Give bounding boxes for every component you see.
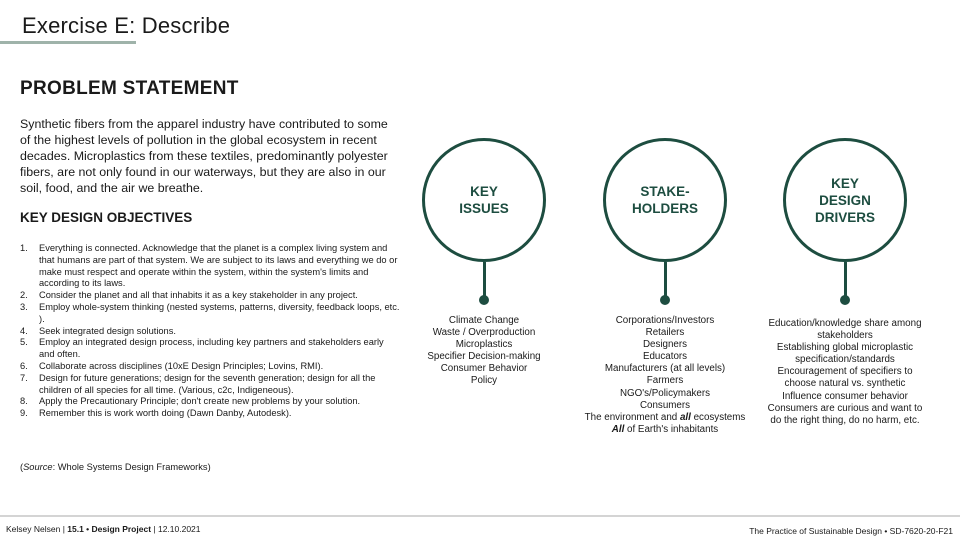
connector-line [483, 262, 486, 299]
footer-credit: Kelsey Nelsen | 15.1 • Design Project | 12.10.2021 [6, 524, 201, 534]
list-item: 7. Design for future generations; design for the seventh generation; design for all the children of all species for all time. (Various, c2c, Indigeneous). [20, 372, 376, 395]
list-item: 1. Everything is connected. Acknowledge that the planet is a complex living system and that humans are part of that system. We are subject to its laws and everything we do or make must respect and operate within the system, within the system's limits and according to its laws. [20, 243, 398, 289]
page-title: Exercise E: Describe [22, 13, 231, 38]
stakeholders-circle: STAKE- HOLDERS [603, 138, 727, 262]
objectives-list [20, 243, 400, 420]
footer-course: The Practice of Sustainable Design • SD-7620-20-F21 [749, 526, 953, 536]
list-item: 3. Employ whole-system thinking (nested systems, patterns, diversity, feedback loops, etc. ). [20, 301, 400, 324]
connector-line [664, 262, 667, 299]
title-underline [0, 41, 136, 44]
list-item: 2. Consider the planet and all that inhabits it as a key stakeholder in any project. [20, 290, 358, 301]
key-issues-circle: KEY ISSUES [422, 138, 546, 262]
design-drivers-list: Education/knowledge share among stakeholders Establishing global microplastic specification/standards Encouragement of specifiers to choose natural vs. synthetic Influence consumer behavior Consumers are curious and want to do the right thing, do no harm, etc. [767, 318, 923, 426]
list-item: 6. Collaborate across disciplines (10xE Design Principles; Lovins, RMI). [20, 360, 324, 371]
list-item: 5. Employ an integrated design process, including key partners and stakeholders early and often. [20, 337, 384, 360]
footer-divider [0, 515, 960, 517]
connector-dot [840, 295, 850, 305]
source-citation: (Source: Whole Systems Design Frameworks) [20, 462, 211, 472]
problem-text: Synthetic fibers from the apparel industry have contributed to some of the highest levels of pollution in the global ecosystem in recent decades. Microplastics from these textiles, predominantly polyester fibers, are not only found in our waterways, but they are also in our soil, food, and the air we breathe. [20, 117, 388, 195]
problem-heading: PROBLEM STATEMENT [20, 78, 239, 99]
connector-dot [660, 295, 670, 305]
list-item: 4. Seek integrated design solutions. [20, 325, 176, 336]
key-issues-list: Climate Change Waste / Overproduction Microplastics Specifier Decision-making Consumer Behavior Policy [427, 315, 541, 387]
design-drivers-circle: KEY DESIGN DRIVERS [783, 138, 907, 262]
connector-dot [479, 295, 489, 305]
design-drivers-column [735, 0, 955, 537]
list-item: 9. Remember this is work worth doing (Dawn Danby, Autodesk). [20, 408, 292, 419]
list-item: 8. Apply the Precautionary Principle; don't create new problems by your solution. [20, 396, 361, 407]
stakeholders-list: Corporations/Investors Retailers Designers Educators Manufacturers (at all levels) Farmers NGO's/Policymakers Consumers The environment and all ecosystems All of Earth's inhabitants [584, 315, 746, 435]
connector-line [844, 262, 847, 299]
objectives-heading: KEY DESIGN OBJECTIVES [20, 210, 193, 225]
